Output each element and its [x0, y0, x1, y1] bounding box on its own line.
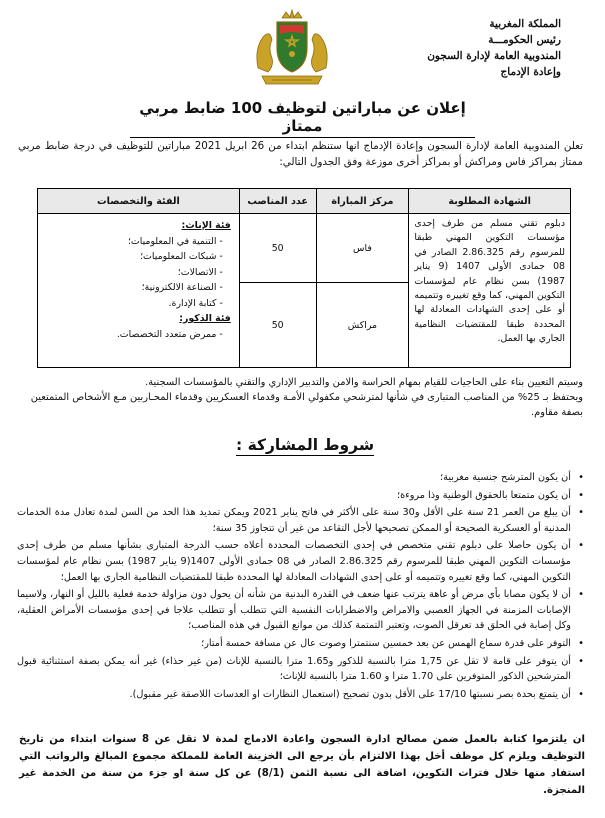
list-item: • التوفر على قدرة سماع الهمس عن بعد خمسين سنتمترا وصوت عال عن مسافة خمسة أمتار؛ — [17, 636, 585, 652]
intro-paragraph: تعلن المندوبية العامة لإدارة السجون وإعادة الإدماج انها ستنظم ابتداء من 26 ابريل 2021 مباراتين للتوظيف في درجة ضابط مربي ممتاز بمراكز فاس ومراكش أو بمراكز أخرى موزعة وفق الجدول التالي: — [18, 140, 584, 168]
list-item: • أن يكون متمتعا بالحقوق الوطنية وذا مروءة؛ — [17, 488, 585, 504]
specialties-cell — [38, 214, 240, 368]
after-table-notes — [23, 375, 583, 420]
list-item: • أن يتوفر على قامة لا تقل عن 1,75 مترا بالنسبة للذكور و1.65 مترا بالنسبة للإناث (من غير حذاء) غير أنه يمكن بصفة استثنائية قبول المترشحين الذكور المتوفرين على 1.70 مترا و 1.60 مترا بالنسبة للإناث؛ — [17, 654, 585, 685]
list-item: • أن يكون حاصلا على دبلوم تقني متخصص في إحدى التخصصات المحددة أعلاه حسب الدرجة المتبارى بشأنها مسلم من طرف إحدى مؤسسات التكوين المهني طبقا للمرسوم رقم 2.86.325 الصادر في 08 جمادى الأولى 1407(9 يناير 1987) بسن نظام عام لمؤسسات التكوين المهني، كما وقع تغييره وتتميمه أو على إحدى الشهادات المعادلة لها المحددة طبقا للمقتضيات النظامية الجاري بها العمل؛ — [17, 538, 585, 585]
ministry-header — [427, 16, 561, 80]
commitment-paragraph: ان يلتزموا كتابة بالعمل ضمن مصالح ادارة السجون واعادة الادماج لمدة لا تقل عن 8 سنوات ابتداء من تاريخ التوظيف ويلزم كل موظف أخل بهذا الالتزام بأن يرجع الى الخزينة العامة للمملكة مجموع المبالغ والرواتب التي استفاد منها خلال فترات التكوين، اضافة الى نسبة الثمن (8/1) عن كل سنة او جزء من سنة من الخدمة غير المنجزة. — [19, 734, 585, 796]
posts-cell: 50 — [239, 283, 316, 368]
list-item: • أن يبلغ من العمر 21 سنة على الأقل و30 سنة على الأكثر في فاتح يناير 2021 ويمكن تمديد هذا الحد من السن لمدة تعادل مدة الخدمات المدنية أو العسكرية الصحيحة أو الممكن تصحيحها لأجل التقاعد من غير أن تتجاوز 35 سنة؛ — [17, 505, 585, 536]
male-category-label: فئة الذكور: — [179, 313, 231, 324]
posts-cell: 50 — [239, 214, 316, 283]
female-category-label: فئة الإناث: — [181, 220, 231, 231]
male-specialties-list — [46, 327, 231, 343]
ministry-line: المندوبية العامة لإدارة السجون — [427, 50, 561, 62]
announcement-title: إعلان عن مباراتين لتوظيف 100 ضابط مربي ممتاز — [130, 99, 475, 138]
female-specialties-list — [46, 234, 231, 312]
list-item: - شبكات المعلوميات؛ — [140, 251, 223, 262]
list-item: • أن لا يكون مصابا بأي مرض أو عاهة يترتب عنها ضعف في القدرة البدنية من شأنه أن يحول دون مزاولة خدمة فعلية بالليل أو النهار، ولاسيما الإصابات المزمنة في الجهاز العصبي والامراض والاضطرابات النفسية التي تتطلب أو تتطلب علاجا في إحدى مؤسسات الأمراض العقلية، وكل إصابة في الحلق قد تعرقل الصوت، وتعتبر التمتمة كذلك من موانع القبول في هذه المناصب؛ — [17, 587, 585, 634]
list-item: - الصناعة الالكترونية؛ — [141, 282, 223, 293]
quota-note: ويحتفظ بـ 25% من المناصب المتبارى في شأنها لمترشحي مكفولي الأمـة وقدماء العسكريين وقدماء المحـاربين مـع الأشخاص المتمتعين بصفة مقاوم. — [30, 392, 583, 418]
list-item: - كتابة الإدارة. — [168, 297, 223, 309]
header-specialties: الفئة والتخصصات — [38, 189, 240, 214]
center-cell: فاس — [316, 214, 409, 283]
header-certificate: الشهادة المطلوبة — [409, 189, 571, 214]
list-item: - الاتصالات؛ — [177, 266, 223, 278]
center-cell: مراكش — [316, 283, 409, 368]
ministry-line: رئيس الحكومـــة — [488, 34, 561, 46]
certificate-cell: دبلوم تقني مسلم من طرف إحدى مؤسسات التكوين المهني طبقا للمرسوم رقم 2.86.325 الصادر في 08 جمادى الأولى 1407 (9 يناير 1987) بسن نظام عام لمؤسسات التكوين المهني، كما وقع تغييره وتتميمه أو على إحدى الشهادات المعادلة لها المحددة طبقا للمقتضيات النظامية الجاري بها العمل. — [409, 214, 571, 368]
header-posts: عدد المناصب — [239, 189, 316, 214]
table-row — [38, 214, 571, 283]
list-item: • أن يكون المترشح جنسية مغربية؛ — [17, 470, 585, 486]
assignment-note: وسيتم التعيين بناء على الحاجيات للقيام بمهام الحراسة والامن والتدبير الإداري والتقني بالمؤسسات السجنية. — [145, 377, 583, 388]
list-item: - التنمية في المعلوميات؛ — [127, 235, 223, 247]
royal-coat-of-arms-icon — [250, 8, 334, 90]
posts-table — [37, 188, 571, 368]
ministry-line: المملكة المغربية — [489, 18, 561, 30]
conditions-title: شروط المشاركة : — [236, 436, 375, 454]
table-header-row — [38, 189, 571, 214]
conditions-list — [17, 470, 585, 704]
ministry-line: وإعادة الإدماج — [500, 66, 561, 78]
list-item: - ممرض متعدد التخصصات. — [116, 328, 223, 340]
list-item: • أن يتمتع بحدة بصر نسبتها 17/10 على الأقل بدون تصحيح (استعمال النظارات او العدسات اللاصقة غير مقبول). — [17, 687, 585, 703]
header-center: مركز المباراة — [316, 189, 409, 214]
